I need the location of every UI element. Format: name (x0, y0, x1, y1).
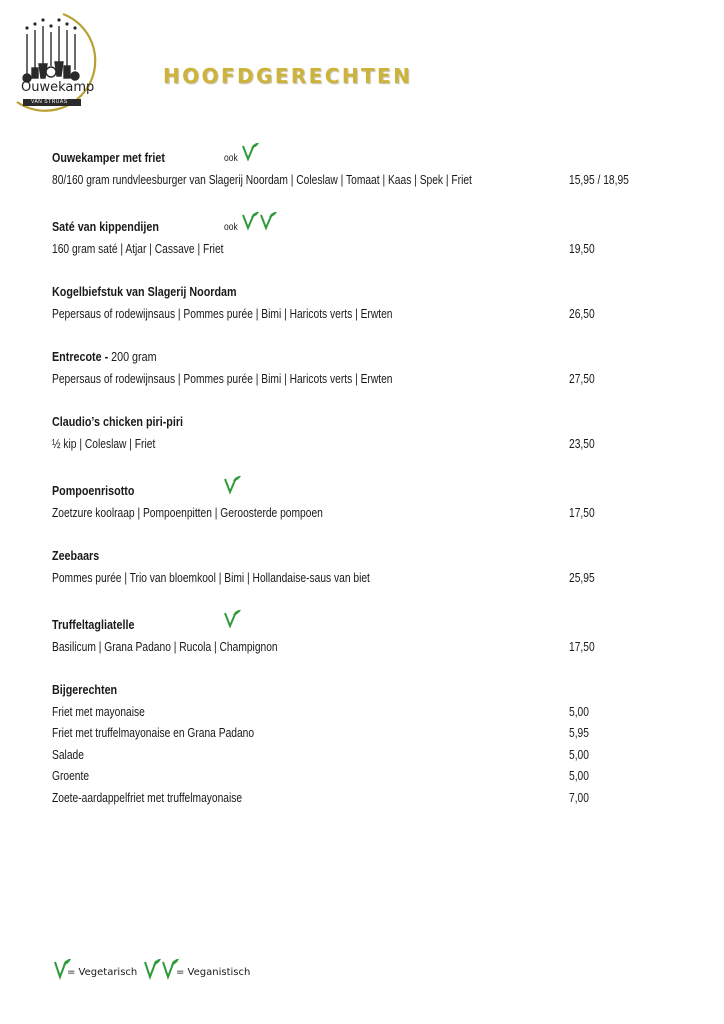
dish-item (52, 284, 672, 324)
dish-item (52, 349, 672, 389)
vegetarian-leaf-icon (240, 142, 260, 162)
dish-description: 160 gram saté | Atjar | Cassave | Friet (52, 242, 224, 256)
side-item-price: 5,00 (569, 705, 589, 719)
also-label: ook (224, 153, 238, 164)
logo-wordmark: Ouwekamp (21, 80, 95, 95)
dish-description: ½ kip | Coleslaw | Friet (52, 437, 156, 451)
dish-item (52, 483, 672, 523)
dish-description: Basilicum | Grana Padano | Rucola | Champignon (52, 640, 278, 654)
dish-price: 25,95 (569, 571, 595, 585)
legend-vegetarian-label: = Vegetarisch (67, 967, 138, 978)
dish-description: 80/160 gram rundvleesburger van Slagerij Noordam | Coleslaw | Tomaat | Kaas | Spek | Friet (52, 173, 472, 187)
also-label: ook (224, 222, 238, 233)
side-item-name: Salade (52, 747, 84, 762)
side-item-price: 7,00 (569, 790, 589, 805)
side-item (52, 745, 672, 766)
dish-description: Zoetzure koolraap | Pompoenpitten | Geroosterde pompoen (52, 506, 323, 520)
side-item (52, 788, 672, 809)
dish-title: Kogelbiefstuk van Slagerij Noordam (52, 285, 237, 299)
dish-item (52, 219, 672, 259)
side-item-name: Groente (52, 769, 90, 784)
dish-price: 15,95 / 18,95 (569, 173, 629, 187)
dish-title-weight: 200 gram (111, 350, 157, 364)
dish-item (52, 548, 672, 588)
page-title: HOOFDGERECHTEN (163, 64, 413, 88)
side-item-price: 5,95 (569, 726, 589, 741)
dish-price: 26,50 (569, 307, 595, 321)
dish-title (52, 349, 585, 369)
restaurant-logo (3, 6, 107, 118)
side-item-name: Friet met mayonaise (52, 705, 145, 719)
diet-legend (52, 958, 312, 984)
dish-title: Saté van kippendijen (52, 220, 159, 234)
dish-price: 23,50 (569, 437, 595, 451)
dish-title: Claudio’s chicken piri-piri (52, 415, 184, 429)
dish-item (52, 150, 672, 190)
dish-item (52, 617, 672, 657)
side-item-name: Zoete-aardappelfriet met truffelmayonaise (52, 790, 243, 805)
dish-title-main: Entrecote - (52, 350, 112, 364)
dish-item (52, 414, 672, 454)
side-item-price: 5,00 (569, 747, 589, 762)
dish-price: 19,50 (569, 242, 595, 256)
side-item (52, 723, 672, 744)
vegetarian-leaf-icon (222, 475, 242, 495)
vegan-leaf-icon (240, 211, 280, 231)
dish-price: 27,50 (569, 372, 595, 386)
dish-price: 17,50 (569, 506, 595, 520)
dish-title: Truffeltagliatelle (52, 618, 135, 632)
side-dishes-section (52, 682, 672, 809)
dish-description: Pommes purée | Trio van bloemkool | Bimi | Hollandaise-saus van biet (52, 571, 370, 585)
side-item-price: 5,00 (569, 769, 589, 784)
dish-description: Pepersaus of rodewijnsaus | Pommes purée | Bimi | Haricots verts | Erwten (52, 372, 393, 386)
side-item (52, 766, 672, 787)
dish-description: Pepersaus of rodewijnsaus | Pommes purée | Bimi | Haricots verts | Erwten (52, 307, 393, 321)
dish-title: Zeebaars (52, 549, 100, 563)
side-item (52, 702, 672, 723)
vegetarian-leaf-icon (222, 609, 242, 629)
dish-title: Ouwekamper met friet (52, 151, 165, 165)
side-dishes-title: Bijgerechten (52, 683, 118, 697)
legend-vegan-label: = Veganistisch (176, 967, 251, 978)
dish-title: Pompoenrisotto (52, 484, 135, 498)
logo-tagline: VAN STRUAS (31, 99, 68, 105)
dish-price: 17,50 (569, 640, 595, 654)
side-item-name: Friet met truffelmayonaise en Grana Padano (52, 726, 255, 741)
